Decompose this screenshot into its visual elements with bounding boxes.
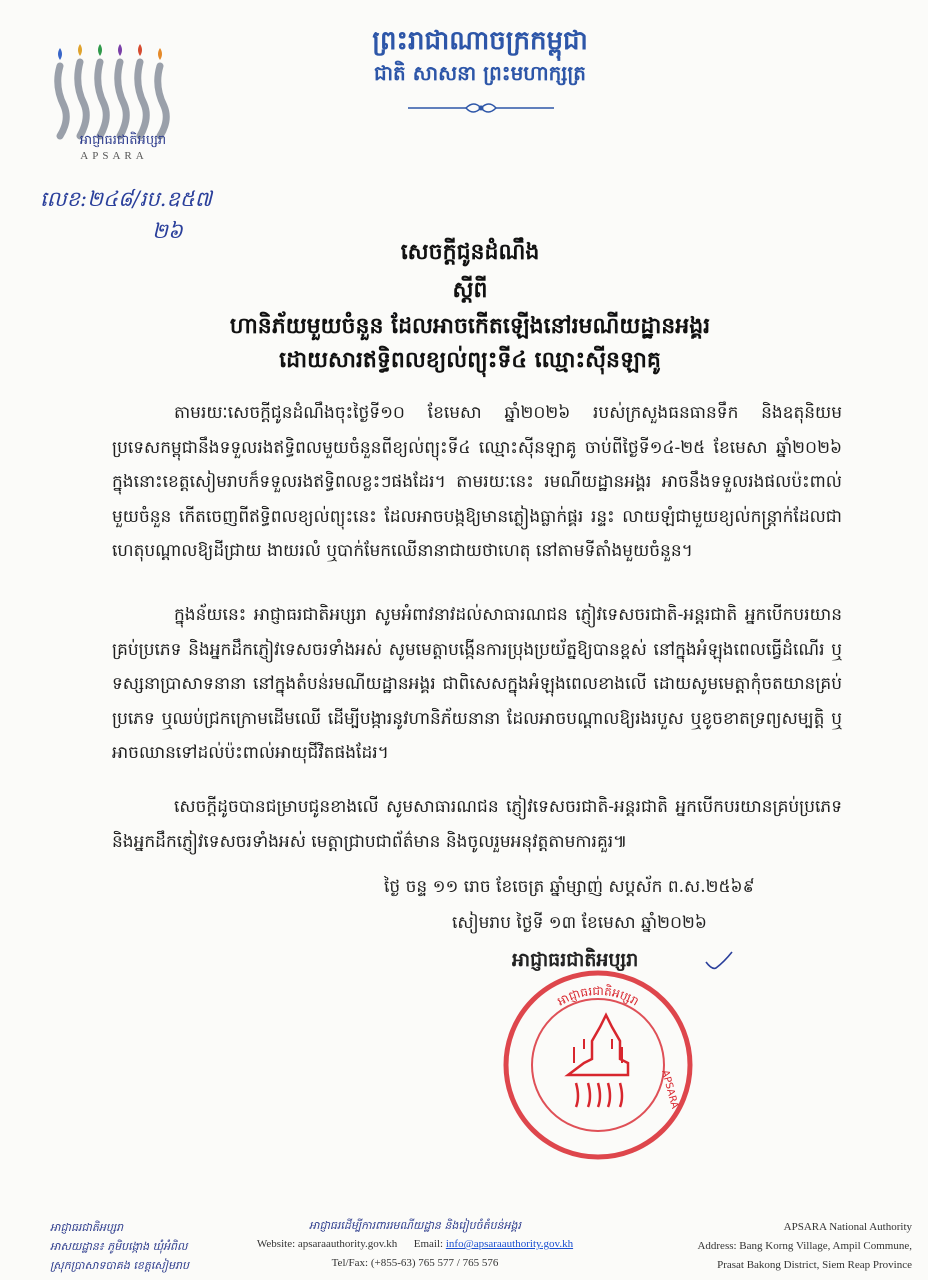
footer-line: APSARA National Authority [783,1221,912,1233]
lunar-date: ថ្ងៃ ចន្ទ ១១ រោច ខែចេត្រ ឆ្នាំម្សាញ់ សប្តស័ក ព.ស.២៥៦៩ [384,877,755,897]
footer-line: ស្រុកប្រាសាទបាគង ខេត្តសៀមរាប [50,1259,190,1272]
dancer-figures-icon [58,62,167,136]
website-link[interactable]: Website: apsaraauthority.gov.kh [256,1238,398,1250]
kingdom-heading: ព្រះរាជាណាចក្រកម្ពុជា [372,26,588,56]
solar-date: សៀមរាប ថ្ងៃទី ១៣ ខែមេសា ឆ្នាំ២០២៦ [452,913,707,933]
paragraph-text: ក្នុងន័យនេះ អាជ្ញាធរជាតិអប្សរា សូមអំពាវនាវដល់សាធារណជន ភ្ញៀវទេសចរជាតិ-អន្តរជាតិ អ្នកបើកបរយានគ្រប់ប្រភេទ និងអ្នកដឹកភ្ញៀវទេសចរទាំងអស់ សូមមេត្តាបង្កើនការប្រុងប្រយ័ត្នឱ្យបានខ្ពស់ នៅក្នុងអំឡុងពេលធ្វើដំណើរ ឬទស្សនាប្រាសាទនានា នៅក្នុងតំបន់រមណីយដ្ឋានអង្គរ ជាពិសេសក្នុងអំឡុងពេលខាងលើ ដោយសូមមេត្តាកុំចតយានគ្រប់ប្រភេទ ឬឈប់ជ្រកក្រោមដើមឈើ ដើម្បីបង្ការនូវហានិភ័យនានា ដែលអាចបណ្តាលឱ្យរងរបួស ឬខូចខាតទ្រព្យសម្បត្តិ ឬអាចឈានទៅដល់ប៉ះពាល់អាយុជីវិតផងដែរ។ [112,605,842,763]
footer-line: Address: Bang Korng Village, Ampil Commune, [697,1240,912,1252]
paragraph-text: តាមរយៈសេចក្តីជូនដំណឹងចុះថ្ងៃទី១០ ខែមេសា ឆ្នាំ២០២៦ របស់ក្រសួងធនធានទឹក និងឧតុនិយម ប្រទេសកម្ពុជានឹងទទួលរងឥទ្ធិពលមួយចំនួនពីខ្យល់ព្យុះទី៤ ឈ្មោះស៊ីនឡាគូ ចាប់ពីថ្ងៃទី១៤-២៥ ខែមេសា ឆ្នាំ២០២៦ ក្នុងនោះខេត្តសៀមរាបក៏ទទួលរងឥទ្ធិពលខ្លះៗផងដែរ។ តាមរយៈនេះ រមណីយដ្ឋានអង្គរ អាចនឹងទទួលរងផលប៉ះពាល់មួយចំនួន កើតចេញពីឥទ្ធិពលខ្យល់ព្យុះនេះ ដែលអាចបង្កឱ្យមានភ្លៀងធ្លាក់ផ្គរ រន្ទះ លាយឡំជាមួយខ្យល់កន្ត្រាក់ដែលជាហេតុបណ្តាលឱ្យដីជ្រាយ ងាយរលំ ឬបាក់មែកឈើនានាជាយថាហេតុ នៅតាមទីតាំងមួយចំនួន។ [112,403,842,561]
reference-year: ២៦ [152,219,183,243]
notice-subject-line-1: ហានិភ័យមួយចំនួន ដែលអាចកើតឡើងនៅរមណីយដ្ឋានអង្គរ [229,313,711,339]
stamp-text-top: អាជ្ញាធរជាតិអប្សរា [554,983,642,1009]
footer-line: Prasat Bakong District, Siem Reap Province [717,1259,912,1271]
email-link[interactable]: info@apsaraauthority.gov.kh [445,1238,574,1250]
body-paragraph-3 [112,790,842,859]
paragraph-text: សេចក្តីដូចបានជម្រាបជូនខាងលើ សូមសាធារណជន ភ្ញៀវទេសចរជាតិ-អន្តរជាតិ អ្នកបើកបរយានគ្រប់ប្រភេទ និងអ្នកដឹកភ្ញៀវទេសចរទាំងអស់ មេត្តាជ្រាបជាព័ត៌មាន និងចូលរួមអនុវត្តតាមការគួរ៕ [112,797,842,852]
official-seal-stamp [498,965,698,1165]
temple-emblem-icon [568,1015,628,1075]
footer-english-address [612,1218,912,1275]
body-paragraph-1 [112,396,842,569]
footer-line: អាជ្ញាធរជាតិអប្សរា [50,1221,124,1234]
handwritten-tick-icon [704,948,734,972]
signatory-organization: អាជ្ញាធរជាតិអប្សរា [512,949,639,971]
footer-telfax: Tel/Fax: (+855-63) 765 577 / 765 576 [331,1257,499,1269]
footer-line: អាសយដ្ឋាន៖ ភូមិបង្កោង ឃុំអំពិល [50,1240,188,1253]
footer-web-email [250,1235,580,1254]
notice-subject-line-2: ដោយសារឥទ្ធិពលខ្យល់ព្យុះទី៤ ឈ្មោះស៊ីនឡាគូ [279,347,661,373]
logo-latin-text: APSARA [80,150,148,162]
national-motto: ជាតិ សាសនា ព្រះមហាក្សត្រ [374,61,586,85]
divider-ornament-icon [408,100,554,116]
footer-contact [250,1216,580,1273]
footer-khmer-address [50,1218,189,1275]
dancer-figures-icon [576,1083,622,1107]
body-paragraph-2 [112,598,842,771]
notice-regarding: ស្តីពី [452,277,488,303]
logo-caption: អាជ្ញាធរជាតិអប្សរា [79,133,167,148]
reference-number: លេខ:២៤៨/រប.ឧ៥៧ [40,187,212,211]
email-label: Email: [413,1238,444,1250]
stamp-text-side: APSARA [659,1068,680,1111]
footer-tagline: អាជ្ញាធរដើម្បីការពាររមណីយដ្ឋាន និងរៀបចំតំបន់អង្គរ [308,1219,521,1232]
notice-title: សេចក្តីជូនដំណឹង [400,239,540,265]
flame-icon-row [58,44,162,60]
